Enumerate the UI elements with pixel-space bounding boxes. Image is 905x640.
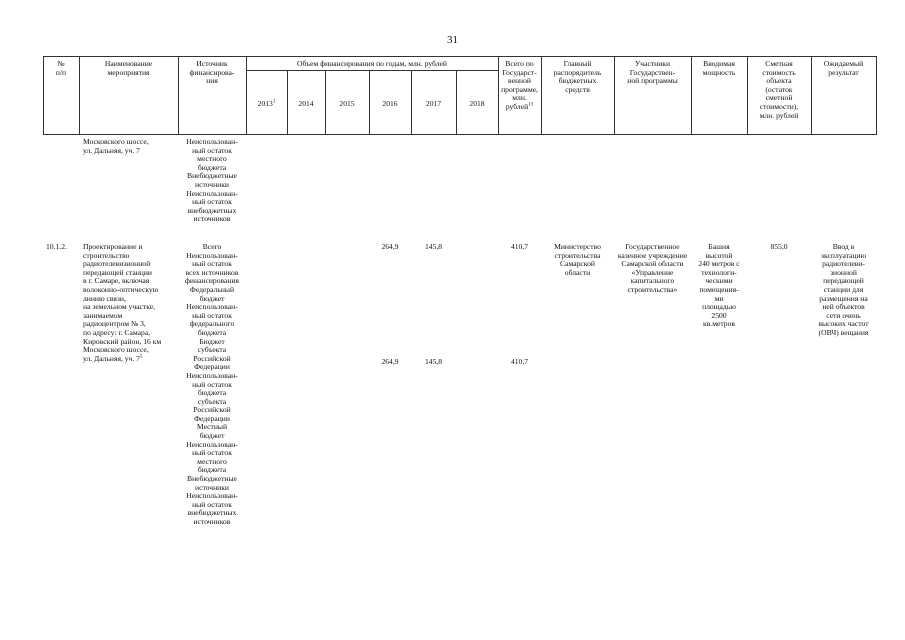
row-participants: Государственное казенное учреждение Самарской области «Управление капитального строительства» bbox=[617, 242, 688, 294]
header-num: № п/п bbox=[55, 59, 67, 77]
carry-sources: Неиспользован- ный остаток местного бюджета Внебюджетные источники Неиспользован- ный остаток внебюджетных источников bbox=[186, 137, 238, 224]
carry-name: Московского шоссе, ул. Дальняя, уч. 7 bbox=[83, 137, 149, 155]
header-participants: Участники Государствен- ной программы bbox=[627, 59, 678, 86]
col-border bbox=[876, 56, 877, 135]
header-cost: Сметная стоимость объекта (остаток сметной стоимости), млн. рублей bbox=[759, 59, 799, 120]
page-number: 31 bbox=[447, 34, 458, 46]
header-year-2017: 2017 bbox=[425, 99, 442, 108]
row-cost: 855,0 bbox=[770, 242, 788, 251]
header-name: Наименование мероприятия bbox=[104, 59, 153, 77]
header-year-2016: 2016 bbox=[382, 99, 398, 108]
row-subject-2017: 145,8 bbox=[424, 357, 443, 366]
row-subject-2016: 264,9 bbox=[381, 357, 399, 366]
row-subject-sum: 410,7 bbox=[510, 357, 529, 366]
row-result: Ввод в эксплуатацию радиотелеви- зионной передающей станции для размещения на ней объектов сети очень высоких частот (ОВЧ) вещания bbox=[818, 242, 869, 337]
header-source: Источник финансирова- ния bbox=[189, 59, 235, 86]
header-volume: Объем финансирования по годам, млн. рублей bbox=[297, 59, 447, 68]
header-capacity: Вводимая мощность bbox=[702, 59, 736, 77]
header-manager: Главный распорядитель бюджетных средств bbox=[553, 59, 602, 94]
row-total-sum: 410,7 bbox=[510, 242, 529, 251]
row-total-2016: 264,9 bbox=[381, 242, 399, 251]
header-year-2014: 2014 bbox=[298, 99, 314, 108]
row-manager: Министерство строительства Самарской области bbox=[554, 242, 601, 277]
header-bottom-border bbox=[43, 134, 877, 135]
header-volume-underline bbox=[246, 70, 498, 71]
header-year-2015: 2015 bbox=[339, 99, 355, 108]
row-num: 10.1.2. bbox=[46, 242, 67, 251]
row-total-2017: 145,8 bbox=[424, 242, 443, 251]
row-name: Проектирование и строительство радиотелевизионной передающей станции в г. Самаре, включая волоконно-оптическую линию связи, на земельном участке, занимаемом радиоцентром № 3, по адресу: г. Самара, Кировский район, 16 км Московского шоссе, ул. Дальняя, уч. $7^5$ bbox=[83, 242, 162, 363]
header-result: Ожидаемый результат bbox=[823, 59, 864, 77]
header-year-2018: 2018 bbox=[469, 99, 485, 108]
header-top-border bbox=[43, 56, 877, 57]
row-capacity: Башня высотой 240 метров с технологи- ческими помещения- ми площадью 2500 кв.метров bbox=[698, 242, 740, 329]
header-year-2013: 2013$^1$ bbox=[257, 99, 276, 108]
row-sources: Всего Неиспользован- ный остаток всех источников финансирования Федеральный бюджет Неиспользован- ный остаток федерального бюджета Бюджет субъекта Российской Федерации Неиспользован- ный остаток бюджета субъекта Российской Федерации Местный бюджет Неиспользован- ный остаток местного бюджета Внебюджетные источники Неиспользован- ный остаток внебюджетных источников bbox=[185, 242, 239, 526]
header-total: Всего по Государст- венной программе, млн. рублей$^{13}$ bbox=[501, 59, 538, 111]
